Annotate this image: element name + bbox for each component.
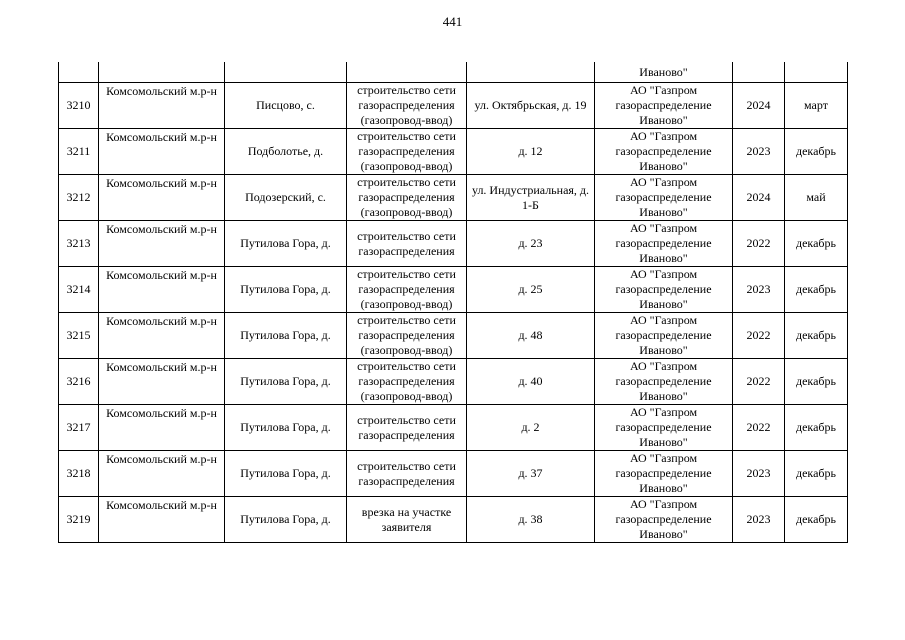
- cell-address: д. 25: [467, 267, 595, 313]
- cell-org: АО "Газпром газораспределение Иваново": [595, 451, 733, 497]
- cell-num: 3216: [59, 359, 99, 405]
- cell-num: 3215: [59, 313, 99, 359]
- cell-settlement: Путилова Гора, д.: [225, 451, 347, 497]
- cell-month: декабрь: [785, 451, 848, 497]
- cell-org: АО "Газпром газораспределение Иваново": [595, 497, 733, 543]
- cell-year: 2024: [733, 175, 785, 221]
- table-row: [59, 359, 848, 405]
- table-row: [59, 221, 848, 267]
- cell-org: АО "Газпром газораспределение Иваново": [595, 129, 733, 175]
- cell-work: строительство сети газораспределения: [347, 405, 467, 451]
- cell-year: 2023: [733, 497, 785, 543]
- cell-month: декабрь: [785, 359, 848, 405]
- cell-year: 2023: [733, 129, 785, 175]
- table-body: [59, 62, 848, 543]
- cell-district: Комсомольский м.р-н: [99, 175, 225, 221]
- cell-work: строительство сети газораспределения (газопровод-ввод): [347, 359, 467, 405]
- cell-address: д. 37: [467, 451, 595, 497]
- cell-year: 2024: [733, 83, 785, 129]
- table-row: [59, 405, 848, 451]
- cell-year: 2023: [733, 267, 785, 313]
- cell-org: АО "Газпром газораспределение Иваново": [595, 313, 733, 359]
- cell-district: Комсомольский м.р-н: [99, 313, 225, 359]
- cell-num: 3212: [59, 175, 99, 221]
- gasification-table: [58, 62, 848, 543]
- table-row: [59, 313, 848, 359]
- cell-address: ул. Индустриальная, д. 1-Б: [467, 175, 595, 221]
- cell-work: строительство сети газораспределения: [347, 451, 467, 497]
- cell-org: АО "Газпром газораспределение Иваново": [595, 221, 733, 267]
- cell-district: Комсомольский м.р-н: [99, 221, 225, 267]
- cell-year: 2022: [733, 221, 785, 267]
- cell-settlement: Подозерский, с.: [225, 175, 347, 221]
- cell-month: декабрь: [785, 313, 848, 359]
- cell-month: март: [785, 83, 848, 129]
- table-row: [59, 83, 848, 129]
- cell-address: д. 48: [467, 313, 595, 359]
- table-row: [59, 451, 848, 497]
- cell-num: 3213: [59, 221, 99, 267]
- cell-district: Комсомольский м.р-н: [99, 267, 225, 313]
- cell-month: май: [785, 175, 848, 221]
- cell-settlement: Путилова Гора, д.: [225, 221, 347, 267]
- cell-org: АО "Газпром газораспределение Иваново": [595, 359, 733, 405]
- cell-month: [785, 62, 848, 83]
- cell-settlement: Путилова Гора, д.: [225, 267, 347, 313]
- cell-address: ул. Октябрьская, д. 19: [467, 83, 595, 129]
- cell-work: строительство сети газораспределения (газопровод-ввод): [347, 129, 467, 175]
- cell-num: 3214: [59, 267, 99, 313]
- cell-year: 2023: [733, 451, 785, 497]
- cell-org: АО "Газпром газораспределение Иваново": [595, 83, 733, 129]
- cell-num: [59, 62, 99, 83]
- cell-address: д. 12: [467, 129, 595, 175]
- cell-settlement: Путилова Гора, д.: [225, 405, 347, 451]
- cell-month: декабрь: [785, 129, 848, 175]
- cell-settlement: Писцово, с.: [225, 83, 347, 129]
- cell-year: 2022: [733, 313, 785, 359]
- cell-year: [733, 62, 785, 83]
- cell-district: Комсомольский м.р-н: [99, 83, 225, 129]
- cell-month: декабрь: [785, 221, 848, 267]
- cell-district: Комсомольский м.р-н: [99, 359, 225, 405]
- cell-address: [467, 62, 595, 83]
- cell-num: 3211: [59, 129, 99, 175]
- cell-month: декабрь: [785, 405, 848, 451]
- cell-month: декабрь: [785, 497, 848, 543]
- cell-num: 3217: [59, 405, 99, 451]
- cell-district: Комсомольский м.р-н: [99, 129, 225, 175]
- cell-num: 3219: [59, 497, 99, 543]
- cell-work: строительство сети газораспределения (газопровод-ввод): [347, 313, 467, 359]
- cell-num: 3218: [59, 451, 99, 497]
- table-row: [59, 497, 848, 543]
- cell-district: Комсомольский м.р-н: [99, 451, 225, 497]
- cell-year: 2022: [733, 405, 785, 451]
- cell-org: АО "Газпром газораспределение Иваново": [595, 405, 733, 451]
- table-row: [59, 175, 848, 221]
- table-row: [59, 267, 848, 313]
- cell-org: Иваново": [595, 62, 733, 83]
- cell-settlement: Путилова Гора, д.: [225, 497, 347, 543]
- cell-work: строительство сети газораспределения (газопровод-ввод): [347, 175, 467, 221]
- cell-work: врезка на участке заявителя: [347, 497, 467, 543]
- table-row: [59, 129, 848, 175]
- cell-address: д. 38: [467, 497, 595, 543]
- cell-work: [347, 62, 467, 83]
- cell-district: [99, 62, 225, 83]
- cell-org: АО "Газпром газораспределение Иваново": [595, 267, 733, 313]
- cell-address: д. 2: [467, 405, 595, 451]
- cell-year: 2022: [733, 359, 785, 405]
- cell-district: Комсомольский м.р-н: [99, 497, 225, 543]
- cell-address: д. 40: [467, 359, 595, 405]
- cell-settlement: Подболотье, д.: [225, 129, 347, 175]
- continuation-row: [59, 62, 848, 83]
- cell-work: строительство сети газораспределения (газопровод-ввод): [347, 267, 467, 313]
- cell-month: декабрь: [785, 267, 848, 313]
- cell-settlement: Путилова Гора, д.: [225, 313, 347, 359]
- cell-num: 3210: [59, 83, 99, 129]
- cell-district: Комсомольский м.р-н: [99, 405, 225, 451]
- cell-work: строительство сети газораспределения: [347, 221, 467, 267]
- cell-work: строительство сети газораспределения (газопровод-ввод): [347, 83, 467, 129]
- page-number: 441: [442, 14, 463, 29]
- cell-settlement: [225, 62, 347, 83]
- cell-settlement: Путилова Гора, д.: [225, 359, 347, 405]
- cell-address: д. 23: [467, 221, 595, 267]
- cell-org: АО "Газпром газораспределение Иваново": [595, 175, 733, 221]
